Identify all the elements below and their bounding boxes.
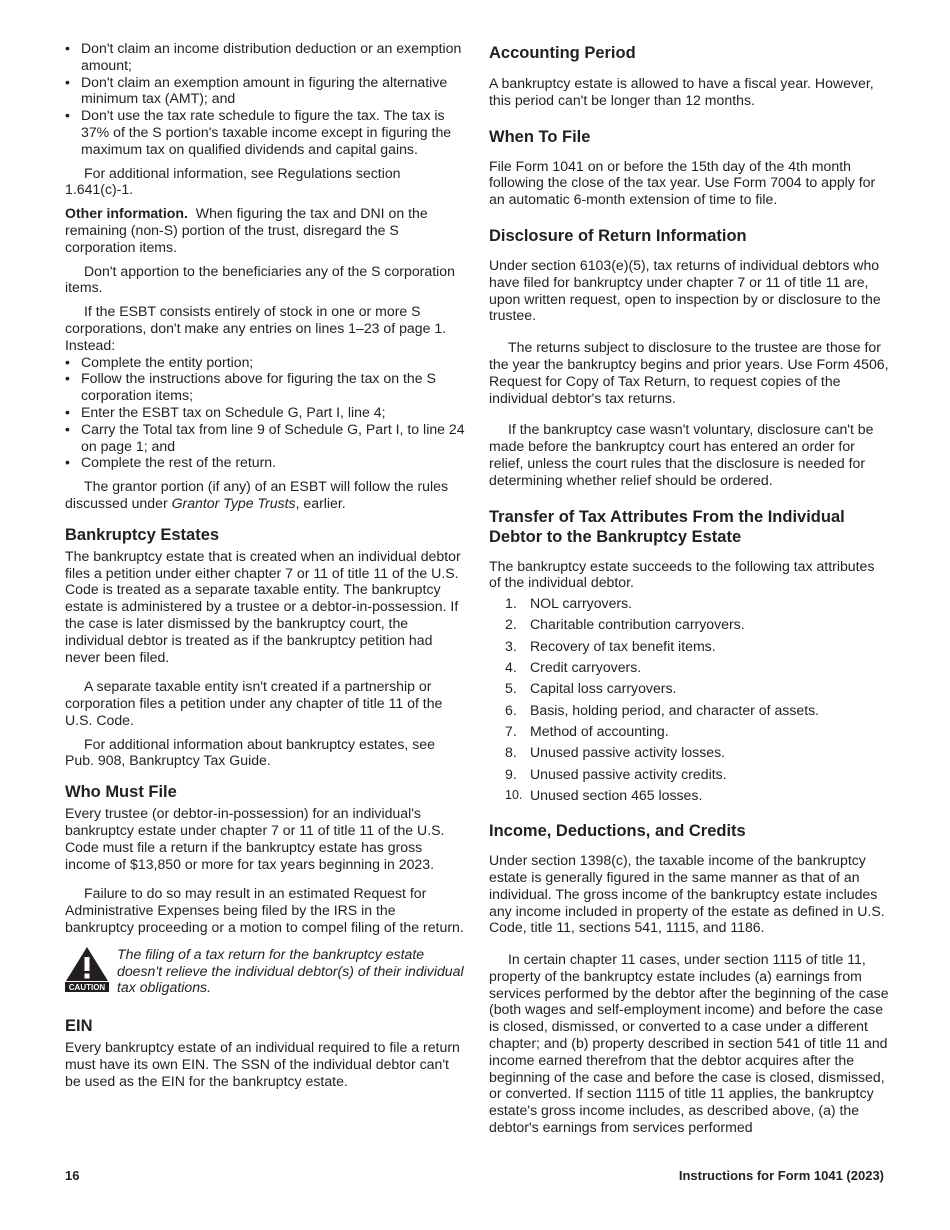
ein-paragraph: Every bankruptcy estate of an individual required to file a return must have its own EIN. The SSN of the individual debtor can't be used as the EIN for the bankruptcy estate. [65, 1039, 460, 1089]
transfer-paragraph: The bankruptcy estate succeeds to the following tax attributes of the individual debtor. [489, 557, 875, 591]
tax-attribute-item [489, 636, 889, 657]
bankruptcy-paragraph-3: For additional information about bankruptcy estates, see Pub. 908, Bankruptcy Tax Guide. [65, 735, 435, 769]
bullet-item [65, 107, 465, 157]
tax-attribute-text: Basis, holding period, and character of assets. [530, 701, 820, 718]
tax-attribute-text: Recovery of tax benefit items. [530, 637, 716, 654]
page-number: 16 [65, 1168, 80, 1183]
right-column [489, 40, 889, 1136]
when-to-file-heading: When To File [489, 127, 591, 146]
caution-text: The filing of a tax return for the bankruptcy estate doesn't relieve the individual debtor(s) of their individual tax obligations. [117, 945, 464, 996]
tax-attribute-number: 5. [505, 680, 517, 697]
tax-attribute-item [489, 657, 889, 678]
caution-note [65, 946, 465, 996]
grantor-paragraph: The grantor portion (if any) of an ESBT will follow the rules discussed under Grantor Type Trusts, earlier. [65, 478, 448, 511]
other-info-label: Other information. [65, 205, 188, 222]
accounting-period-heading: Accounting Period [489, 44, 636, 62]
bullet-dot-icon: • [65, 370, 70, 387]
transfer-tax-attributes-heading: Transfer of Tax Attributes From the Individual Debtor to the Bankruptcy Estate [489, 507, 845, 546]
bullet-text: Complete the rest of the return. [81, 454, 277, 471]
caution-icon [65, 946, 109, 992]
tax-attribute-number: 10. [505, 787, 523, 802]
disclosure-paragraph-1: Under section 6103(e)(5), tax returns of individual debtors who have filed for bankruptcy under chapter 7 or 11 of title 11 are, upon written request, open to inspection by or disclosure to the trustee. [489, 256, 881, 324]
when-to-file-paragraph: File Form 1041 on or before the 15th day of the 4th month following the close of the tax year. Use Form 7004 to apply for an automatic 6-month extension of time to file. [489, 157, 876, 208]
bullet-dot-icon: • [65, 73, 70, 90]
tax-attribute-number: 7. [505, 722, 517, 739]
bullet-dot-icon: • [65, 420, 70, 437]
bullet-item [65, 40, 465, 74]
additional-info-paragraph: For additional information, see Regulations section 1.641(c)-1. [65, 164, 401, 198]
dont-apportion-paragraph: Don't apportion to the beneficiaries any of the S corporation items. [65, 262, 455, 296]
esbt-intro-paragraph: If the ESBT consists entirely of stock in one or more S corporations, don't make any entries on lines 1–23 of page 1. Instead: [65, 303, 447, 353]
other-info-paragraph [65, 205, 465, 255]
bullet-text: Complete the entity portion; [81, 353, 254, 370]
tax-attribute-text: Charitable contribution carryovers. [530, 616, 745, 633]
ein-heading: EIN [65, 1017, 93, 1036]
bullet-item [65, 354, 465, 371]
tax-attribute-number: 9. [505, 765, 517, 782]
other-info-text: When figuring the tax and DNI on the remaining (non-S) portion of the trust, disregard the S corporation items. [65, 205, 428, 255]
document-title-footer: Instructions for Form 1041 (2023) [678, 1168, 884, 1183]
tax-attribute-text: Unused section 465 losses. [530, 786, 703, 803]
tax-attribute-item [489, 678, 889, 699]
bullet-text: Follow the instructions above for figuring the tax on the S corporation items; [81, 370, 436, 404]
bullet-dot-icon: • [65, 40, 70, 56]
income-deductions-credits-heading: Income, Deductions, and Credits [489, 822, 746, 841]
bullet-text: Carry the Total tax from line 9 of Schedule G, Part I, to line 24 on page 1; and [81, 420, 465, 454]
bankruptcy-paragraph-1: The bankruptcy estate that is created when an individual debtor files a petition under either chapter 7 or 11 of title 11 of the U.S. Code is treated as a separate taxable entity. The bankruptcy estate is administered by a trustee or a debtor-in-possession. If the case is later dismissed by the bankruptcy court, the individual debtor is treated as if the bankruptcy petition had never been filed. [65, 547, 461, 665]
tax-attribute-number: 8. [505, 744, 517, 761]
disclosure-heading: Disclosure of Return Information [489, 226, 747, 245]
bankruptcy-paragraph-2: A separate taxable entity isn't created if a partnership or corporation files a petition under any chapter of title 11 of the U.S. Code. [65, 678, 443, 728]
tax-attribute-number: 3. [505, 637, 517, 654]
accounting-period-paragraph: A bankruptcy estate is allowed to have a fiscal year. However, this period can't be longer than 12 months. [489, 75, 874, 108]
caution-label: CAUTION [68, 982, 106, 992]
tax-attribute-number: 2. [505, 616, 517, 633]
tax-attribute-item [489, 742, 889, 763]
bullet-dot-icon: • [65, 403, 70, 420]
bullet-dot-icon: • [65, 353, 70, 370]
tax-attribute-text: Method of accounting. [530, 722, 669, 739]
tax-attributes-list [489, 593, 889, 806]
bullet-dot-icon: • [65, 454, 70, 471]
grantor-type-trusts-reference: Grantor Type Trusts [171, 494, 296, 511]
tax-attribute-text: Credit carryovers. [530, 659, 642, 676]
who-must-file-paragraph-1: Every trustee (or debtor-in-possession) for an individual's bankruptcy estate under chapter 7 or 11 of title 11 of the U.S. Code must file a return if the bankruptcy estate has gross income of $13,850 or more for tax years beginning in 2023. [65, 805, 445, 872]
bankruptcy-estates-heading: Bankruptcy Estates [65, 525, 220, 544]
bullet-text: Don't claim an income distribution deduction or an exemption amount; [81, 40, 462, 73]
bullet-item [65, 421, 465, 455]
tax-attribute-number: 4. [505, 659, 517, 676]
bullet-item [65, 454, 465, 471]
bullet-item [65, 74, 465, 108]
tax-attribute-item [489, 764, 889, 785]
bullet-list-esbt [65, 354, 465, 472]
income-paragraph-2: In certain chapter 11 cases, under section 1115 of title 11, property of the bankruptcy estate includes (a) earnings from services performed by the debtor after the beginning of the case (both wages and self-employment income) and before the case is closed, dismissed, or converted to a case under a different chapter; and (b) property described in section 541 of title 11 and income earned therefrom that the debtor acquires after the beginning of the case and before the case is closed, dismissed, or converted. If section 1115 of title 11 applies, the bankruptcy estate's gross income includes, as described above, (a) the debtor's earnings from services performed [489, 951, 889, 1136]
income-paragraph-1: Under section 1398(c), the taxable income of the bankruptcy estate is generally figured in the same manner as that of an individual. The gross income of the bankruptcy estate includes any income included in property of the estate as defined in U.S. Code, title 11, sections 541, 1115, and 1186. [489, 852, 885, 936]
disclosure-paragraph-2: The returns subject to disclosure to the trustee are those for the year the bankruptcy begins and prior years. Use Form 4506, Request for Copy of Tax Return, to request copies of the individual debtor's tax returns. [489, 339, 889, 406]
tax-attribute-item [489, 614, 889, 635]
tax-attribute-number: 1. [505, 595, 517, 612]
tax-attribute-item [489, 721, 889, 742]
left-column [65, 40, 465, 1090]
bullet-item [65, 370, 465, 404]
bullet-item [65, 404, 465, 421]
tax-attribute-item [489, 593, 889, 614]
who-must-file-paragraph-2: Failure to do so may result in an estimated Request for Administrative Expenses being filed by the IRS in the bankruptcy proceeding or a motion to compel filing of the return. [65, 885, 464, 936]
bullet-text: Don't use the tax rate schedule to figure the tax. The tax is 37% of the S portion's taxable income except in figuring the maximum tax on qualified dividends and capital gains. [81, 107, 452, 157]
tax-attribute-item [489, 700, 889, 721]
bullet-list-top [65, 40, 465, 158]
tax-attribute-number: 6. [505, 701, 517, 718]
disclosure-paragraph-3: If the bankruptcy case wasn't voluntary, disclosure can't be made before the bankruptcy court has entered an order for relief, unless the court rules that the disclosure is needed for determining whether relief should be ordered. [489, 421, 874, 488]
bullet-dot-icon: • [65, 107, 70, 124]
bullet-text: Don't claim an exemption amount in figuring the alternative minimum tax (AMT); and [81, 73, 448, 107]
tax-attribute-text: Unused passive activity losses. [530, 744, 726, 761]
tax-attribute-text: Unused passive activity credits. [530, 765, 727, 782]
who-must-file-heading: Who Must File [65, 783, 177, 802]
tax-attribute-text: NOL carryovers. [530, 595, 633, 612]
bullet-text: Enter the ESBT tax on Schedule G, Part I, line 4; [81, 403, 386, 420]
tax-attribute-text: Capital loss carryovers. [530, 680, 677, 697]
tax-attribute-item [489, 785, 889, 806]
